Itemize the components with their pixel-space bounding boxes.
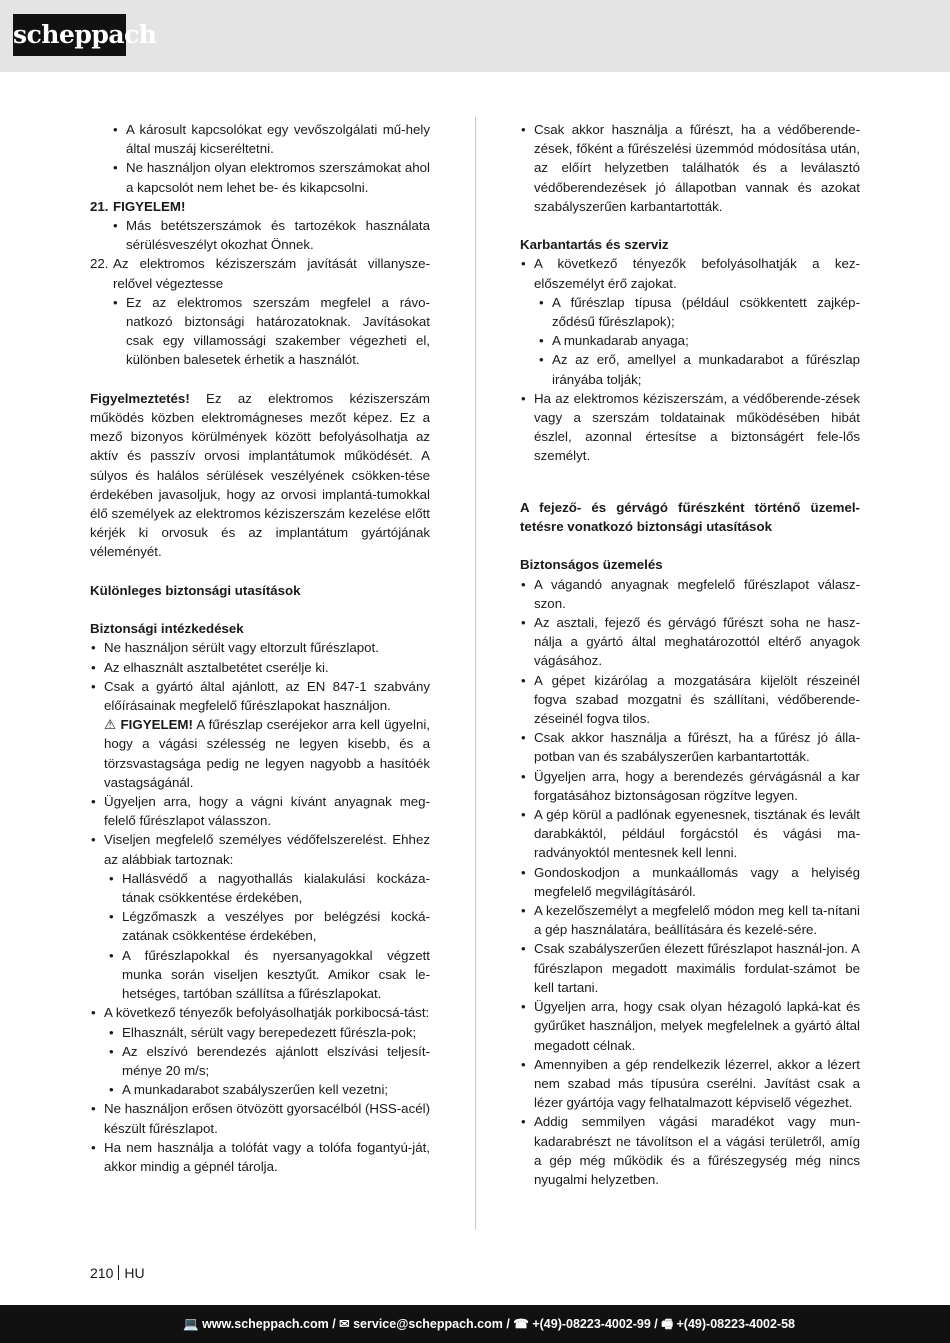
list-item: • Viseljen megfelelő személyes védőfelszerelést. Ehhez az alábbiak tartoznak:: [90, 830, 430, 868]
item-title: FIGYELEM!: [113, 198, 186, 214]
list-item: • Ne használjon erősen ötvözött gyorsacélból (HSS-acél) készült fűrészlapot.: [90, 1099, 430, 1137]
list-item: • A vágandó anyagnak megfelelő fűrészlapot válasz-szon.: [520, 575, 860, 613]
list-item: • A gép körül a padlónak egyenesnek, tisztának és levált darabkáktól, például forgácstól és vágási ma-radványoktól mentesnek kell lenni.: [520, 805, 860, 863]
warning-text: A fűrészlap cseréjekor arra kell ügyelni, hogy a vágási szélesség ne legyen kisebb, és a törzsvastagsága pedig ne legyen nagyobb a hasítóék vastagságánál.: [104, 717, 430, 790]
list-item: • A kezelőszemélyt a megfelelő módon meg kell ta-nítani a gép használatára, beállítására és kezelé-sére.: [520, 901, 860, 939]
list-item: • Ha az elektromos kéziszerszám, a védőberende-zések vagy a szerszám toldatainak működésében hibát észlel, azonnal értesítse a biztonságért fele-lős személyt.: [520, 389, 860, 466]
brand-logo: scheppach: [13, 14, 126, 56]
sub-list-item: • Elhasznált, sérült vagy berepedezett fűrészla-pok;: [90, 1023, 430, 1042]
list-item: • Csak a gyártó által ajánlott, az EN 847-1 szabvány előírásainak megfelelő fűrészlapokat használjon.: [90, 677, 430, 715]
list-item: • Más betétszerszámok és tartozékok használata sérülésveszélyt okozhat Önnek.: [90, 216, 430, 254]
list-item: • Ne használjon sérült vagy eltorzult fűrészlapot.: [90, 638, 430, 657]
list-item: • Csak akkor használja a fűrészt, ha a fűrész jó álla-potban van és szabályszerűen karbantartották.: [520, 728, 860, 766]
section-heading: A fejező- és gérvágó fűrészként történő üzemel-tetésre vonatkozó biztonsági utasítások: [520, 499, 860, 535]
list-item: • Ügyeljen arra, hogy a berendezés gérvágásnál a kar forgatásához biztonságosan rögzítve legyen.: [520, 767, 860, 805]
list-item: • Ne használjon olyan elektromos szerszámokat ahol a kapcsolót nem lehet be- és kikapcsolni.: [90, 158, 430, 196]
warning-label: Figyelmeztetés!: [90, 390, 190, 406]
list-item: • A következő tényezők befolyásolhatják porkibocsá-tást:: [90, 1003, 430, 1022]
list-item: • Ez az elektromos szerszám megfelel a rávo-natkozó biztonsági határozatoknak. Javításokat csak egy villamossági szakember végezheti el, különben balesetek érhetik a használót.: [90, 293, 430, 370]
list-item: • Ügyeljen arra, hogy a vágni kívánt anyagnak meg-felelő fűrészlapot válasszon.: [90, 792, 430, 830]
list-item: • Gondoskodjon a munkaállomás vagy a helyiség megfelelő megvilágításáról.: [520, 863, 860, 901]
page-number-value: 210: [90, 1265, 114, 1281]
language-code: HU: [124, 1265, 145, 1281]
page-header: [0, 0, 950, 72]
subsection-heading: Biztonságos üzemelés: [520, 557, 663, 573]
sub-list-item: • Az elszívó berendezés ajánlott elszívási teljesít-ménye 20 m/s;: [90, 1042, 430, 1080]
page-number: [90, 1265, 145, 1281]
section-heading: Különleges biztonsági utasítások: [90, 582, 301, 598]
warning-paragraph: [90, 389, 430, 562]
item-number: 21.: [90, 198, 109, 214]
sub-list-item: • Légzőmaszk a veszélyes por belégzési kocká-zatának csökkentése érdekében,: [90, 907, 430, 945]
warning-note: [90, 715, 430, 792]
warning-label: FIGYELEM!: [120, 717, 193, 733]
list-item: • Az elhasznált asztalbetétet cserélje ki.: [90, 658, 430, 677]
right-column: [520, 120, 860, 1189]
sub-list-item: • A fűrészlap típusa (például csökkentett zajkép-ződésű fűrészlapok);: [520, 293, 860, 331]
contact-info: 💻 www.scheppach.com / ✉ service@scheppach.com / ☎ +(49)-08223-4002-99 / 🖷 +(49)-08223-4002-58: [183, 1317, 795, 1331]
list-item: • Addig semmilyen vágási maradékot vagy mun-kadarabrészt ne távolítson el a vágási területről, amíg a gép még működik és a fűrészegység még nincs nyugalmi helyzetben.: [520, 1112, 860, 1189]
numbered-item-22: [90, 254, 430, 292]
sub-list-item: • A munkadarabot szabályszerűen kell vezetni;: [90, 1080, 430, 1099]
sub-list-item: • Hallásvédő a nagyothallás kialakulási kockáza-tának csökkentése érdekében,: [90, 869, 430, 907]
list-item: • Csak szabályszerűen élezett fűrészlapot használ-jon. A fűrészlapon megadott maximális fordulat-számot be kell tartani.: [520, 939, 860, 997]
list-item: • Ügyeljen arra, hogy csak olyan hézagoló lapká-kat és gyűrűket használjon, melyek megfelelnek a gyártó által megadott célnak.: [520, 997, 860, 1055]
section-heading: Karbantartás és szerviz: [520, 237, 669, 253]
item-number: 22.: [90, 256, 109, 272]
subsection-heading: Biztonsági intézkedések: [90, 621, 244, 637]
list-item: • Az asztali, fejező és gérvágó fűrészt soha ne hasz-nálja a gyártó által meghatározottól eltérő anyagok vágásához.: [520, 613, 860, 671]
list-item: • A következő tényezők befolyásolhatják a kez-előszemélyt érő zajokat.: [520, 254, 860, 292]
list-item: • Amennyiben a gép rendelkezik lézerrel, akkor a lézert nem szabad más típusúra cserélni. Javítást csak a lézer gyártója vagy felhatalmazott képviselő végezhet.: [520, 1055, 860, 1113]
sub-list-item: • Az az erő, amellyel a munkadarabot a fűrészlap irányába tolják;: [520, 350, 860, 388]
sub-list-item: • A munkadarab anyaga;: [520, 331, 860, 350]
page-footer: [0, 1305, 950, 1343]
warning-triangle-icon: ⚠: [104, 717, 117, 733]
column-divider: [475, 117, 476, 1230]
left-column: [90, 120, 430, 1176]
warning-text: Ez az elektromos kéziszerszám működés közben elektromágneses mezőt képez. Ez a mező bizonyos körülmények között befolyásolhatja az aktív és passzív orvosi implantátumok működését. A súlyos és halálos sérülések veszélyének csökken-tése érdekében javasoljuk, hogy az orvosi implantá-tumokkal élő személyek az elektromos kéziszerszám kezelése előtt kérjék ki orvosuk és az implantátum gyártójának véleményét.: [90, 390, 430, 560]
list-item: • A gépet kizárólag a mozgatására kijelölt részeinél fogva szabad mozgatni és szállítani, védőberende-zéseinél fogva tilos.: [520, 671, 860, 729]
list-item: • Ha nem használja a tolófát vagy a tolófa fogantyú-ját, akkor mindig a gépnél tárolja.: [90, 1138, 430, 1176]
list-item: • A károsult kapcsolókat egy vevőszolgálati mű-hely által muszáj kicseréltetni.: [90, 120, 430, 158]
item-text: Az elektromos kéziszerszám javítását villanysze-relővel végeztesse: [113, 256, 430, 291]
list-item: • Csak akkor használja a fűrészt, ha a védőberende-zések, főként a fűrészelési üzemmód módosítása után, az előírt helyzetben találhatók és a leválasztó védőberendezések jó állapotban vannak és azokat szabályszerűen karbantartották.: [520, 120, 860, 216]
numbered-item-21: [90, 197, 430, 216]
sub-list-item: • A fűrészlapokkal és nyersanyagokkal végzett munka során viseljen kesztyűt. Amikor csak le-hetséges, tartóban szállítsa a fűrészlapokat.: [90, 946, 430, 1004]
